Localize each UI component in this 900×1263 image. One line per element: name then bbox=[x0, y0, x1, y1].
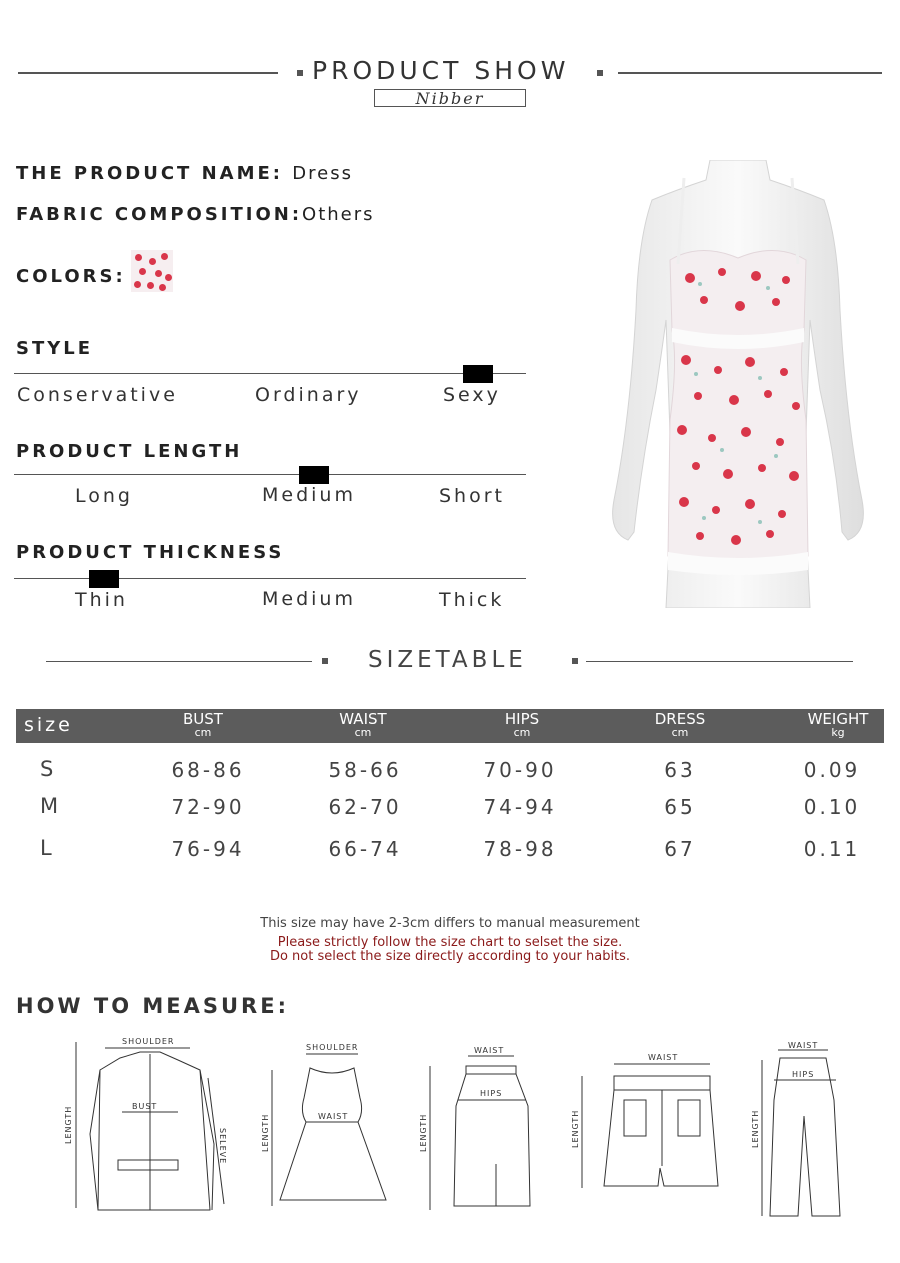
note-follow-chart: Please strictly follow the size chart to selset the size. bbox=[277, 935, 623, 950]
table-cell: 0.11 bbox=[803, 837, 861, 861]
jacket-label-shoulder: SHOULDER bbox=[122, 1037, 175, 1046]
table-cell: 63 bbox=[664, 758, 696, 782]
skirt-label-hips: HIPS bbox=[480, 1089, 503, 1098]
style-marker bbox=[463, 365, 493, 383]
jacket-label-length: LENGTH bbox=[64, 1105, 73, 1144]
length-option-short: Short bbox=[439, 485, 505, 507]
table-cell: 72-90 bbox=[171, 795, 245, 819]
length-heading: PRODUCT LENGTH bbox=[16, 441, 243, 462]
table-cell: 62-70 bbox=[328, 795, 402, 819]
thickness-option-medium: Medium bbox=[262, 588, 356, 610]
hips-column-header: HIPS cm bbox=[504, 710, 540, 739]
shorts-diagram bbox=[568, 1048, 738, 1208]
sizetable-line-left bbox=[46, 661, 312, 662]
table-cell: 78-98 bbox=[483, 837, 557, 861]
length-option-medium: Medium bbox=[262, 484, 356, 506]
shorts-label-waist: WAIST bbox=[648, 1053, 679, 1062]
dress-label-length: LENGTH bbox=[261, 1113, 270, 1152]
header-square-right bbox=[597, 70, 603, 76]
fabric-row bbox=[16, 204, 375, 225]
brand-name: Nibber bbox=[374, 89, 526, 107]
skirt-diagram bbox=[410, 1044, 550, 1214]
length-marker bbox=[299, 466, 329, 484]
header-square-left bbox=[297, 70, 303, 76]
pants-label-hips: HIPS bbox=[792, 1070, 815, 1079]
product-name-value: Dress bbox=[292, 163, 353, 184]
table-cell: 67 bbox=[664, 837, 696, 861]
size-table-header bbox=[16, 709, 884, 743]
thickness-option-thick: Thick bbox=[439, 589, 505, 611]
table-cell: 0.09 bbox=[803, 758, 861, 782]
table-cell: 58-66 bbox=[328, 758, 402, 782]
skirt-label-waist: WAIST bbox=[474, 1046, 505, 1055]
note-habits: Do not select the size directly according to your habits. bbox=[269, 949, 631, 964]
header-line-left bbox=[18, 72, 278, 74]
length-option-long: Long bbox=[75, 485, 133, 507]
dress-label-waist: WAIST bbox=[318, 1112, 349, 1121]
product-name-row bbox=[16, 163, 353, 184]
product-photo bbox=[600, 160, 876, 608]
thickness-heading: PRODUCT THICKNESS bbox=[16, 542, 285, 563]
dress-label-shoulder: SHOULDER bbox=[306, 1043, 359, 1052]
shorts-label-length: LENGTH bbox=[571, 1109, 580, 1148]
color-swatch-floral[interactable] bbox=[131, 250, 173, 292]
page-title: PRODUCT SHOW bbox=[312, 56, 570, 85]
table-cell: 70-90 bbox=[483, 758, 557, 782]
style-option-conservative: Conservative bbox=[17, 384, 178, 406]
pants-label-length: LENGTH bbox=[751, 1109, 760, 1148]
fabric-label: FABRIC COMPOSITION: bbox=[16, 204, 303, 225]
table-cell: 0.10 bbox=[803, 795, 861, 819]
table-cell: 66-74 bbox=[328, 837, 402, 861]
table-row-size: L bbox=[40, 836, 52, 860]
sizetable-square-left bbox=[322, 658, 328, 664]
thickness-marker bbox=[89, 570, 119, 588]
table-cell: 65 bbox=[664, 795, 696, 819]
how-to-measure-heading: HOW TO MEASURE: bbox=[16, 994, 289, 1018]
sizetable-title: SIZETABLE bbox=[368, 647, 527, 673]
sizetable-square-right bbox=[572, 658, 578, 664]
bust-column-header: BUST cm bbox=[183, 710, 223, 739]
thickness-option-thin: Thin bbox=[75, 589, 128, 611]
sizetable-line-right bbox=[586, 661, 853, 662]
pants-label-waist: WAIST bbox=[788, 1041, 819, 1050]
skirt-label-length: LENGTH bbox=[419, 1113, 428, 1152]
style-option-sexy: Sexy bbox=[443, 384, 501, 406]
product-name-label: THE PRODUCT NAME: bbox=[16, 163, 283, 184]
table-row-size: S bbox=[40, 757, 54, 781]
jacket-label-bust: BUST bbox=[132, 1102, 158, 1111]
table-row-size: M bbox=[40, 794, 59, 818]
table-cell: 74-94 bbox=[483, 795, 557, 819]
dress-diagram bbox=[258, 1040, 398, 1210]
fabric-value: Others bbox=[302, 204, 375, 225]
table-cell: 76-94 bbox=[171, 837, 245, 861]
note-measurement: This size may have 2-3cm differs to manual measurement bbox=[260, 916, 640, 931]
dress bbox=[668, 250, 808, 562]
jacket-diagram bbox=[60, 1034, 240, 1220]
header-line-right bbox=[618, 72, 882, 74]
pants-diagram bbox=[742, 1040, 862, 1220]
dress-column-header: DRESS cm bbox=[654, 710, 706, 739]
size-column-header: size bbox=[24, 714, 73, 736]
weight-column-header: WEIGHT kg bbox=[807, 710, 869, 739]
colors-label: COLORS: bbox=[16, 266, 126, 287]
style-heading: STYLE bbox=[16, 338, 94, 359]
style-scale-line bbox=[14, 373, 526, 374]
style-option-ordinary: Ordinary bbox=[255, 384, 362, 406]
jacket-label-sleeve: SELEVE bbox=[218, 1128, 227, 1165]
table-cell: 68-86 bbox=[171, 758, 245, 782]
length-scale-line bbox=[14, 474, 526, 475]
waist-column-header: WAIST cm bbox=[339, 710, 387, 739]
